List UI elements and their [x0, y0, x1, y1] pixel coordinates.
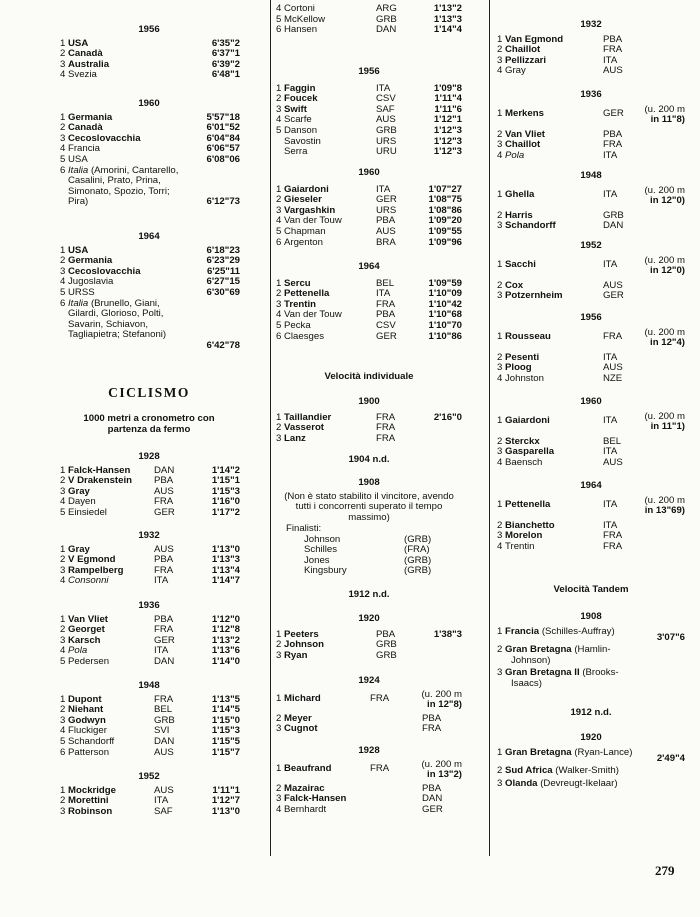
results-list: [276, 185, 462, 249]
crew-names: (Ryan-Lance): [574, 747, 633, 758]
crew-names: (Brooks-Isaacs): [511, 668, 619, 689]
result-row: 2 Gran Bretagna (Hamlin-Johnson): [497, 644, 611, 666]
result-row: 4 Fluckiger SVI 1'15"3: [60, 725, 240, 737]
country-name: Italia: [68, 165, 89, 176]
results-list: [276, 690, 462, 735]
result-row: 1 Taillandier FRA 2'16"0: [276, 411, 462, 423]
finalisti-label: Finalisti:: [286, 522, 322, 534]
result-row: 3 Godwyn GRB 1'15"0: [60, 714, 240, 726]
results-list: [60, 39, 240, 81]
result-row: 3 Gran Bretagna II (Brooks-Isaacs): [497, 667, 619, 689]
result-row: 2 Bianchetto ITA: [497, 519, 618, 531]
results-list: [497, 496, 685, 553]
results-list: [60, 545, 240, 587]
result-row: 1 USA 6'35"2: [60, 37, 240, 49]
year-heading: 1956: [358, 66, 380, 77]
rowing-1956: [58, 25, 240, 81]
result-row: 2 Pettenella ITA 1'10"09: [276, 288, 462, 300]
result-row: 2 Mazairac PBA: [276, 782, 442, 794]
result-row: 1 Van Vliet PBA 1'12"0: [60, 613, 240, 625]
result-row: 2 Vasserot FRA: [276, 422, 396, 434]
note-time: in 12"8): [427, 698, 462, 710]
result-row: 2 Johnson GRB: [276, 639, 397, 651]
result-row: 1 Beaufrand FRA (u. 200 m in 13"2): [276, 758, 462, 780]
results-list: [497, 627, 685, 690]
result-row: 2 Morettini ITA 1'12"7: [60, 795, 240, 807]
result-row: 2 Gieseler GER 1'08"75: [276, 194, 462, 206]
result-row: 2 Canadà 6'01"52: [60, 122, 240, 134]
result-row: 2 Van Vliet PBA: [497, 128, 623, 140]
column-divider-1: [270, 0, 271, 856]
results-list: [276, 279, 462, 343]
year-heading: 1952: [580, 240, 602, 251]
result-row: 3 Ploog AUS: [497, 362, 623, 374]
cycling-1964: [276, 262, 462, 342]
sprint-1912-nd: 1912 n.d.: [348, 589, 390, 600]
note-prefix: (u. 200 m: [421, 688, 462, 700]
year-heading: 1964: [358, 261, 380, 272]
tandem-1912-nd: 1912 n.d.: [570, 707, 612, 718]
crew-names: (Devreugt-Ikelaar): [540, 778, 618, 789]
sprint-1956: [497, 313, 685, 384]
results-list: [497, 748, 685, 790]
team-name: Olanda: [505, 778, 538, 789]
results-list: [276, 413, 462, 445]
sprint-1932: [497, 20, 685, 77]
result-row: 2 Harris GRB: [497, 209, 624, 221]
year-heading: 1932: [138, 530, 160, 541]
note-prefix: (u. 200 m: [644, 254, 685, 266]
note-time: in 13"69): [644, 504, 685, 516]
sprint-1960: [497, 397, 685, 468]
year-heading: 1956: [138, 24, 160, 35]
results-list: [497, 256, 685, 302]
year-heading: 1900: [358, 396, 380, 407]
result-row: 1 Francia (Schilles-Auffray) 3'07"6: [497, 625, 685, 643]
result-row: 4 Trentin FRA: [497, 540, 623, 552]
result-row: 3 Ryan GRB: [276, 649, 397, 661]
result-row: 2 Pesenti ITA: [497, 351, 618, 363]
year-heading: 1936: [138, 600, 160, 611]
result-row: Savostin URS 1'12"3: [284, 135, 462, 147]
result-row: 5 Pecka CSV 1'10"70: [276, 319, 462, 331]
result-row: 6 Hansen DAN 1'14"4: [276, 24, 462, 36]
cycling-1956: [276, 67, 462, 158]
note-time: in 13"2): [427, 768, 462, 780]
result-row: 5 McKellow GRB 1'13"3: [276, 13, 462, 25]
year-heading: 1956: [580, 312, 602, 323]
crew-names: (Walker-Smith): [555, 766, 619, 777]
sprint-1924: [276, 676, 462, 735]
results-list: [497, 186, 685, 232]
note-prefix: (u. 200 m: [644, 494, 685, 506]
result-row: 2 Canadà 6'37"1: [60, 48, 240, 60]
result-row-italy: 6 Italia (Brunello, Giani, Gilardi, Glorioso, Polti, Savarin, Schiavon, Tagliapietra; Stefanoni) 6'42"78: [60, 297, 240, 351]
sprint-1900: [276, 397, 462, 444]
note-time: in 11"1): [650, 420, 685, 432]
note-time: in 12"0): [650, 264, 685, 276]
note-prefix: (u. 200 m: [644, 410, 685, 422]
result-row: 4 Pola ITA 1'13"6: [60, 645, 240, 657]
results-list: [276, 630, 462, 662]
results-list: [60, 695, 240, 759]
rowing-1964: [58, 232, 240, 351]
result-row: 3 Karsch GER 1'13"2: [60, 634, 240, 646]
note-prefix: (u. 200 m: [644, 103, 685, 115]
result-row: 4 Johnston NZE: [497, 372, 623, 384]
result-row: 4 Bernhardt GER: [276, 803, 443, 815]
result-row: 4 Svezia 6'48"1: [60, 69, 240, 81]
year-heading: 1908: [358, 477, 380, 488]
result-row: 1 Sercu BEL 1'09"59: [276, 277, 462, 289]
result-row: 1 Rousseau FRA (u. 200 m in 12"4): [497, 326, 685, 348]
tandem-1908: [497, 612, 685, 690]
sprint-1952: [497, 241, 685, 302]
result-row-italy: 6 Italia (Amorini, Cantarello, Casalini, Prato, Prina, Simonato, Spozio, Torri; Pira) 6'12"73: [60, 164, 240, 208]
result-row: 2 Georget FRA 1'12"8: [60, 624, 240, 636]
sprint-1904-nd: 1904 n.d.: [348, 454, 390, 465]
result-row: 1 USA 6'18"23: [60, 244, 240, 256]
result-row: 2 Chaillot FRA: [497, 44, 623, 56]
team-name: Francia: [505, 626, 540, 637]
year-heading: 1960: [138, 98, 160, 109]
year-heading: 1964: [138, 231, 160, 242]
result-row: 4 Consonni ITA 1'14"7: [60, 575, 240, 587]
result-row: 5 USA 6'08"06: [60, 153, 240, 165]
cycling-1928: [58, 452, 240, 519]
country-name: Italia: [68, 298, 89, 309]
tandem-1920: [497, 733, 685, 789]
result-row: 1 Mockridge AUS 1'11"1: [60, 784, 240, 796]
list-item: Johnson (GRB): [304, 533, 432, 545]
year-heading: 1928: [358, 745, 380, 756]
result-row: 4 Cortoni ARG 1'13"2: [276, 3, 462, 14]
result-row: 4 Francia 6'06"57: [60, 143, 240, 155]
cycling-1948: [58, 681, 240, 758]
result-row: 3 Trentin FRA 1'10"42: [276, 298, 462, 310]
result-row: 1 Falck-Hansen DAN 1'14"2: [60, 464, 240, 476]
result-row: 3 Gasparella ITA: [497, 446, 618, 458]
result-row: 2 Sterckx BEL: [497, 435, 622, 447]
cycling-1952-continued: [276, 4, 462, 36]
year-heading: 1920: [358, 613, 380, 624]
note-prefix: (u. 200 m: [644, 326, 685, 338]
result-row: 4 Van der Touw PBA 1'09"20: [276, 215, 462, 227]
year-heading: 1932: [580, 19, 602, 30]
note-prefix: (u. 200 m: [421, 758, 462, 770]
result-row: 3 Australia 6'39"2: [60, 58, 240, 70]
result-row: 4 Jugoslavia 6'27"15: [60, 276, 240, 288]
result-row: 3 Schandorff DAN: [497, 220, 624, 232]
sprint-1948: [497, 171, 685, 232]
result-row: 2 Foucek CSV 1'11"4: [276, 93, 462, 105]
crew-list: (Amorini, Cantarello, Casalini, Prato, Prina, Simonato, Spozio, Torri; Pira): [68, 165, 179, 208]
result-row: 2 Cox AUS: [497, 279, 623, 291]
result-row: 5 Einsiedel GER 1'17"2: [60, 506, 240, 518]
crew-names: (Hamlin-Johnson): [511, 645, 611, 666]
results-list: [497, 35, 685, 77]
note-time: in 11"8): [650, 113, 685, 125]
result-row: 1 Gaiardoni ITA (u. 200 m in 11"1): [497, 410, 685, 432]
result-row: 3 Cugnot FRA: [276, 723, 442, 735]
result-row: 3 Gray AUS 1'15"3: [60, 485, 240, 497]
result-row: 4 Gray AUS: [497, 65, 623, 77]
year-heading: 1960: [358, 167, 380, 178]
result-row: 2 Germania 6'23"29: [60, 255, 240, 267]
result-row: 6 Argenton BRA 1'09"96: [276, 236, 462, 248]
result-row: 3 Potzernheim GER: [497, 290, 624, 302]
results-list: [497, 105, 685, 162]
team-name: Gran Bretagna: [505, 645, 572, 656]
list-item: Schilles (FRA): [304, 544, 430, 556]
crew-list: (Brunello, Giani, Gilardi, Glorioso, Polti, Savarin, Schiavon, Tagliapietra; Stefanoni): [68, 298, 167, 341]
result-row: 3 Robinson SAF 1'13"0: [60, 805, 240, 817]
result-row: 5 Danson GRB 1'12"3: [276, 124, 462, 136]
cycling-1932: [58, 531, 240, 587]
result-row: 1 Gray AUS 1'13"0: [60, 543, 240, 555]
result-row: 5 URSS 6'30"69: [60, 286, 240, 298]
results-list: [276, 760, 462, 816]
result-row: 1 Ghella ITA (u. 200 m in 12"0): [497, 184, 685, 206]
result-row: 1 Dupont FRA 1'13"5: [60, 693, 240, 705]
results-list: [60, 615, 240, 668]
note-time: in 12"4): [650, 336, 685, 348]
results-list: [497, 412, 685, 469]
result-row: 3 Chaillot FRA: [497, 139, 623, 151]
team-name: Gran Bretagna II: [505, 668, 580, 679]
results-list: [60, 466, 240, 519]
result-row: 3 Pellizzari ITA: [497, 54, 618, 66]
result-row: 3 Morelon FRA: [497, 530, 623, 542]
result-row: 3 Falck-Hansen DAN: [276, 793, 443, 805]
year-heading: 1936: [580, 89, 602, 100]
result-row: 4 Baensch AUS: [497, 456, 623, 468]
result-row: 1 Faggin ITA 1'09"8: [276, 82, 462, 94]
tandem-heading: Velocità Tandem: [553, 584, 629, 595]
result-row: 4 Scarfe AUS 1'12"1: [276, 114, 462, 126]
list-item: Jones (GRB): [304, 554, 432, 566]
ciclismo-heading: CICLISMO: [108, 385, 190, 400]
year-heading: 1964: [580, 480, 602, 491]
result-row: 1 Gran Bretagna (Ryan-Lance) 2'49"4: [497, 746, 685, 764]
result-row: 2 Meyer PBA: [276, 712, 442, 724]
sprint-1908: [276, 478, 462, 577]
result-row: 2 Niehant BEL 1'14"5: [60, 704, 240, 716]
result-row: 1 Gaiardoni ITA 1'07"27: [276, 183, 462, 195]
results-list: [60, 113, 240, 208]
result-row: 1 Peeters PBA 1'38"3: [276, 628, 462, 640]
result-row: 1 Sacchi ITA (u. 200 m in 12"0): [497, 254, 685, 276]
finalisti-list: [304, 535, 462, 577]
page-number: 279: [655, 863, 675, 878]
result-row: 3 Swift SAF 1'11"6: [276, 103, 462, 115]
result-row: 4 Pola ITA: [497, 149, 618, 161]
year-heading: 1920: [580, 732, 602, 743]
note-time: in 12"0): [650, 194, 685, 206]
year-heading: 1908: [580, 611, 602, 622]
sprint-1936: [497, 90, 685, 161]
result-row: 3 Lanz FRA: [276, 432, 396, 444]
result-row: 5 Chapman AUS 1'09"55: [276, 225, 462, 237]
result-row: 4 Dayen FRA 1'16"0: [60, 496, 240, 508]
cycling-1952: [58, 772, 240, 817]
team-name: Gran Bretagna: [505, 747, 572, 758]
result-row: 3 Rampelberg FRA 1'13"4: [60, 564, 240, 576]
result-row: 1 Michard FRA (u. 200 m in 12"8): [276, 688, 462, 710]
result-row: 6 Patterson AUS 1'15"7: [60, 746, 240, 758]
cycling-1960: [276, 168, 462, 248]
sprint-1920: [276, 614, 462, 661]
sprint-1928: [276, 746, 462, 815]
result-row: 1 Merkens GER (u. 200 m in 11"8): [497, 103, 685, 125]
result-row: 2 V Drakenstein PBA 1'15"1: [60, 475, 240, 487]
result-row: 6 Claesges GER 1'10"86: [276, 330, 462, 342]
results-list: [60, 246, 240, 352]
result-row: 1 Pettenella ITA (u. 200 m in 13"69): [497, 494, 685, 516]
year-heading: 1960: [580, 396, 602, 407]
result-row: 2 V Egmond PBA 1'13"3: [60, 554, 240, 566]
results-list: [497, 328, 685, 385]
team-name: Sud Africa: [505, 766, 553, 777]
year-heading: 1952: [138, 771, 160, 782]
results-list: [276, 84, 462, 158]
year-heading: 1948: [138, 680, 160, 691]
result-row: 2 Sud Africa (Walker-Smith): [497, 765, 619, 777]
crew-names: (Schilles-Auffray): [541, 626, 615, 637]
year-heading: 1948: [580, 170, 602, 181]
list-item: Kingsbury (GRB): [304, 565, 432, 577]
result-row: 1 Germania 5'57"18: [60, 111, 240, 123]
note-prefix: (u. 200 m: [644, 184, 685, 196]
result-row: 5 Pedersen DAN 1'14"0: [60, 655, 240, 667]
velocita-heading: Velocità individuale: [324, 371, 414, 382]
note-text: (Non è stato stabilito il vincitore, avendo tutti i concorrenti superato il tempo massimo): [284, 490, 454, 524]
result-row: 4 Van der Touw PBA 1'10"68: [276, 309, 462, 321]
results-list: [60, 786, 240, 818]
rowing-1960: [58, 99, 240, 208]
year-heading: 1928: [138, 451, 160, 462]
result-row: Serra URU 1'12"3: [284, 146, 462, 158]
result-row: 1 Van Egmond PBA: [497, 33, 623, 45]
year-heading: 1924: [358, 675, 380, 686]
sprint-1964: [497, 481, 685, 552]
result-row: 3 Cecoslovacchia 6'25"11: [60, 265, 240, 277]
column-divider-2: [489, 0, 490, 856]
result-row: 3 Cecoslovacchia 6'04"84: [60, 132, 240, 144]
event-heading: 1000 metri a cronometro con partenza da fermo: [83, 413, 215, 435]
result-row: 3 Vargashkin URS 1'08"86: [276, 204, 462, 216]
result-row: 5 Schandorff DAN 1'15"5: [60, 735, 240, 747]
cycling-1936: [58, 601, 240, 668]
result-row: 3 Olanda (Devreugt-Ikelaar): [497, 777, 618, 789]
